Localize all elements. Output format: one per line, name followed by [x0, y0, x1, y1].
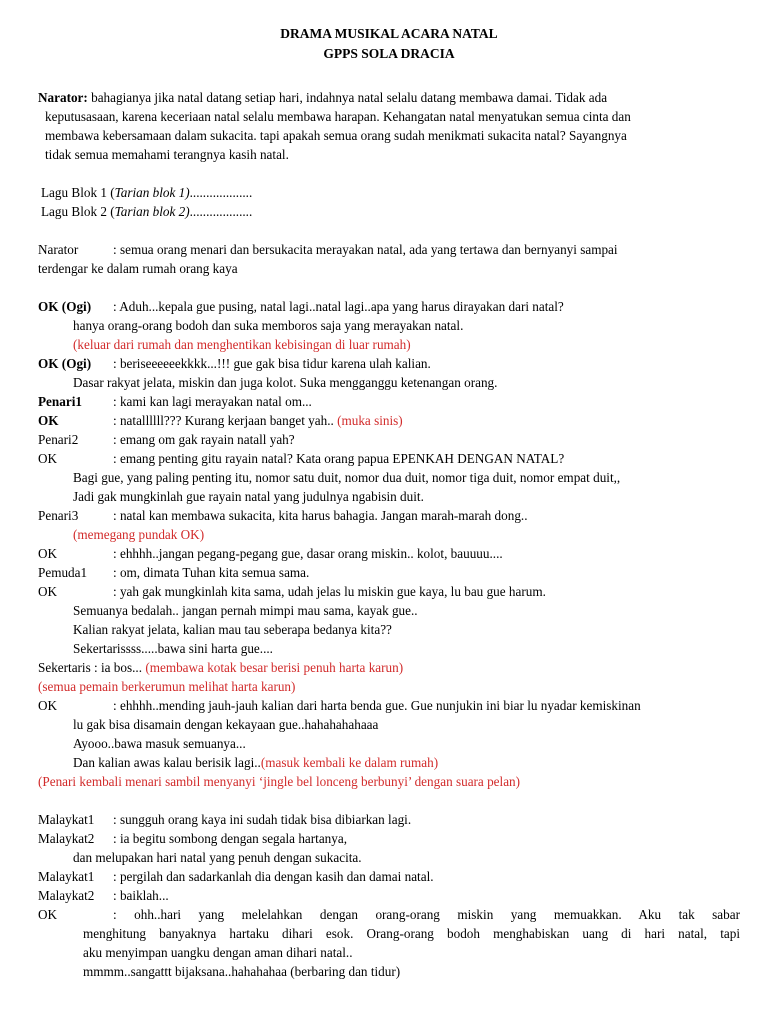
- intro-speaker: Narator:: [38, 90, 88, 105]
- speaker-label: Penari1: [38, 394, 82, 409]
- stage-direction: (masuk kembali ke dalam rumah): [260, 755, 439, 770]
- stage-direction: (muka sinis): [337, 413, 403, 428]
- speaker-label: OK (Ogi): [38, 356, 92, 371]
- dialog-section-2: Malaykat1 : sungguh orang kaya ini sudah tidak bisa dibiarkan lagi. Malaykat2 : ia begitu sombong dengan segala hartanya, dan melupakan hari natal yang penuh dengan sukacita. Malaykat1 : pergilah dan sadarkanlah dia dengan kasih dan damai natal. Malaykat2 : baiklah... OK : ohh..hari yang melelahkan dengan orang-orang miskin yang memuakkan. Aku tak sabar menghitung banyaknya hartaku dihari esok. Orang-orang bodoh menghabiskan uang di hari natal, tapi aku menyimpan uangku dengan aman dihari natal.. mmmm..sangattt bijaksana..hahahahaa (berbaring dan tidur): [38, 812, 740, 979]
- speaker-label: OK: [38, 546, 58, 561]
- dialog-line: aku menyimpan uangku dengan aman dihari natal..: [83, 945, 353, 960]
- stage-direction: (membawa kotak besar berisi penuh harta karun): [145, 660, 404, 675]
- speaker-label: OK: [38, 413, 59, 428]
- dialog-line: Ayooo..bawa masuk semuanya...: [73, 736, 246, 751]
- dialog-line: Dan kalian awas kalau berisik lagi..(masuk kembali ke dalam rumah): [73, 755, 439, 770]
- intro-line-4: tidak semua memahami terangnya kasih natal.: [45, 147, 289, 162]
- song-item: Lagu Blok 1 (Tarian blok 1)...................: [41, 185, 253, 200]
- speaker-label: Penari3: [38, 508, 79, 523]
- dialog-line: Sekertaris : ia bos... (membawa kotak besar berisi penuh harta karun): [38, 660, 404, 675]
- narrator-line-2: terdengar ke dalam rumah orang kaya: [38, 261, 238, 276]
- speaker-label: Malaykat2: [38, 831, 95, 846]
- dialog-line: Semuanya bedalah.. jangan pernah mimpi mau sama, kayak gue..: [73, 603, 418, 618]
- dialog-line: hanya orang-orang bodoh dan suka memboros saja yang merayakan natal.: [73, 318, 464, 333]
- dialog-section-1: OK (Ogi) : Aduh...kepala gue pusing, natal lagi..natal lagi..apa yang harus dirayakan dari natal? hanya orang-orang bodoh dan suka memboros saja yang merayakan natal. (keluar dari rumah dan menghentikan kebisingan di luar rumah) OK (Ogi) : beriseeeeeekkkk...!!! gue gak bisa tidur karena ulah kalian. Dasar rakyat jelata, miskin dan juga kolot. Suka mengganggu ketenangan orang. Penari1 : kami kan lagi merayakan natal om... OK : natallllll??? Kurang kerjaan banget yah.. (muka sinis) Penari2 : emang om gak rayain natall yah? OK : emang penting gitu rayain natal? Kata orang papua EPENKAH DENGAN NATAL? Bagi gue, yang paling penting itu, nomor satu duit, nomor dua duit, nomor tiga duit, nomor empat duit,, Jadi gak mungkinlah gue rayain natal yang judulnya ngabisin duit. Penari3 : natal kan membawa sukacita, kita harus bahagia. Jangan marah-marah dong.. (memegang pundak OK) OK : ehhhh..jangan pegang-pegang gue, dasar orang miskin.. kolot, bauuuu.... Pemuda1 : om, dimata Tuhan kita semua sama. OK : yah gak mungkinlah kita sama, udah jelas lu miskin gue kaya, lu bau gue harum. Semuanya bedalah.. jangan pernah mimpi mau sama, kayak gue.. Kalian rakyat jelata, kalian mau tau seberapa bedanya kita?? Sekertarissss.....bawa sini harta gue.... Sekertaris : ia bos... (membawa kotak besar berisi penuh harta karun) (semua pemain berkerumun melihat harta karun) OK : ehhhh..mending jauh-jauh kalian dari harta benda gue. Gue nunjukin ini biar lu nyadar kemiskinan lu gak bisa disamain dengan kekayaan gue..hahahahahaaa Ayooo..bawa masuk semuanya... Dan kalian awas kalau berisik lagi..(masuk kembali ke dalam rumah) (Penari kembali menari sambil menyanyi ‘jingle bel lonceng berbunyi’ dengan suara pelan): [38, 297, 740, 791]
- dialog-line: lu gak bisa disamain dengan kekayaan gue..hahahahahaaa: [73, 717, 379, 732]
- speaker-label: OK: [38, 451, 58, 466]
- dialog-line: Dasar rakyat jelata, miskin dan juga kolot. Suka mengganggu ketenangan orang.: [73, 375, 498, 390]
- narrator-paragraph: Narator : semua orang menari dan bersukacita merayakan natal, ada yang tertawa dan bernyanyi sampai terdengar ke dalam rumah orang kaya: [38, 240, 740, 278]
- intro-line-1: Narator: bahagianya jika natal datang setiap hari, indahnya natal selalu datang membawa damai. Tidak ada: [38, 90, 608, 105]
- title-line-2: GPPS SOLA DRACIA: [323, 46, 455, 61]
- speaker-label: OK: [38, 698, 58, 713]
- speaker-label: Malaykat2: [38, 888, 95, 903]
- dialog-line: dan melupakan hari natal yang penuh dengan sukacita.: [73, 850, 362, 865]
- title-line-1: DRAMA MUSIKAL ACARA NATAL: [280, 26, 498, 41]
- dialog-line: Bagi gue, yang paling penting itu, nomor satu duit, nomor dua duit, nomor tiga duit, nomor empat duit,,: [73, 470, 621, 485]
- dialog-line: Kalian rakyat jelata, kalian mau tau seberapa bedanya kita??: [73, 622, 392, 637]
- stage-direction: (Penari kembali menari sambil menyanyi ‘jingle bel lonceng berbunyi’ dengan suara pelan): [38, 774, 521, 789]
- stage-direction: (memegang pundak OK): [73, 527, 205, 542]
- intro-paragraph: [38, 88, 740, 164]
- speaker-label: OK: [38, 907, 58, 922]
- dialog-line: Sekertarissss.....bawa sini harta gue....: [73, 641, 273, 656]
- stage-direction: (semua pemain berkerumun melihat harta karun): [38, 679, 296, 694]
- speaker-label: Sekertaris: [38, 660, 91, 675]
- song-list: [38, 183, 740, 221]
- stage-direction: (keluar dari rumah dan menghentikan kebisingan di luar rumah): [73, 337, 411, 352]
- dialog-line: Jadi gak mungkinlah gue rayain natal yang judulnya ngabisin duit.: [73, 489, 424, 504]
- song-item: Lagu Blok 2 (Tarian blok 2)...................: [41, 204, 253, 219]
- intro-line-3: membawa kebersamaan dalam sukacita. tapi apakah semua orang sudah menikmati sukacita natal? Sayangnya: [45, 128, 627, 143]
- speaker-label: Malaykat1: [38, 812, 95, 827]
- dialog-line: menghitung banyaknya hartaku dihari esok. Orang-orang bodoh menghabiskan uang di hari natal, tapi: [83, 926, 740, 941]
- speaker-label: Pemuda1: [38, 565, 88, 580]
- speaker-label: OK (Ogi): [38, 299, 92, 314]
- speaker-label: Penari2: [38, 432, 79, 447]
- speaker-label: OK: [38, 584, 58, 599]
- speaker-label: Malaykat1: [38, 869, 95, 884]
- speaker-label: Narator: [38, 242, 79, 257]
- intro-line-2: keputusasaan, karena keceriaan natal selalu membawa harapan. Kehangatan natal menyatukan semua cinta dan: [45, 109, 631, 124]
- dialog-line: mmmm..sangattt bijaksana..hahahahaa (berbaring dan tidur): [83, 964, 401, 979]
